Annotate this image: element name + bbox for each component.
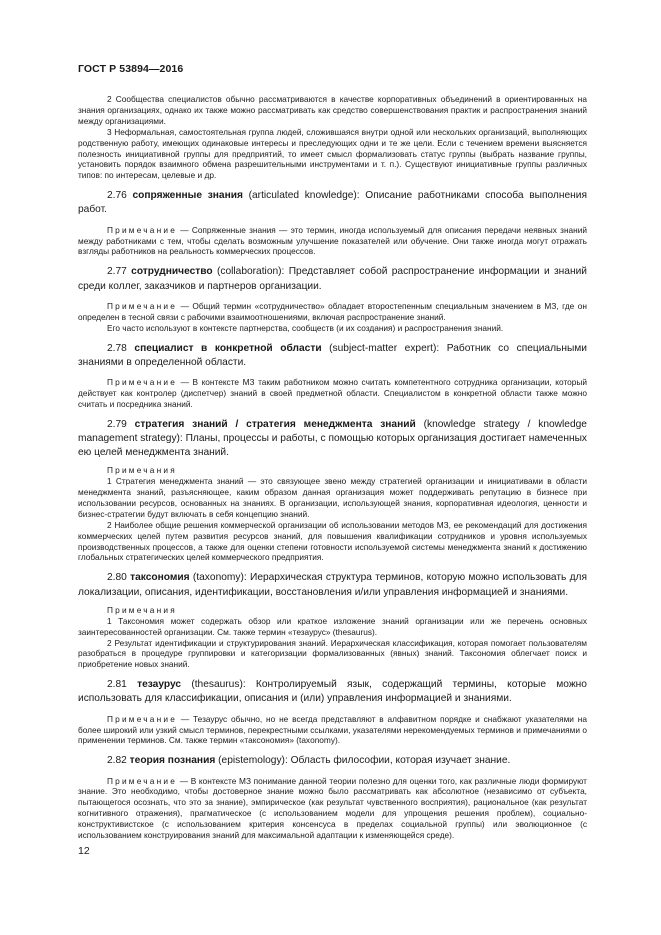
intro-note-2: 2 Сообщества специалистов обычно рассматриваются в качестве корпоративных объединений в ориентированных на знания организациях, однако их также можно рассматривать как средство совершенствования практик и распространения знаний между организациями. — [78, 94, 587, 126]
notes-heading-2-79: Примечания — [107, 465, 177, 476]
term-number: 2.82 — [107, 755, 127, 767]
term-definition: (taxonomy): Иерархическая структура терминов, которую можно использовать для локализации, описания, идентификации, восстановления и/или управления информацией и знаниями. — [78, 572, 587, 598]
note-2-76 — [78, 225, 587, 258]
note-2-77 — [78, 301, 587, 323]
note-text: Тезаурус обычно, но не всегда представляют в алфавитном порядке и снабжают указателями на более широкий или узкий смысл терминов, перекрестными ссылками, указателями нерекомендуемых терминов и примечаниями о применении терминов. См. также термин «таксономия» (taxonomy). — [78, 713, 587, 746]
term-name: стратегия знаний / стратегия менеджмента знаний — [134, 418, 416, 430]
note-dash: — — [180, 713, 190, 724]
term-definition: (knowledge strategy / knowledge management strategy): Планы, процессы и работы, с помощью которых организация достигает намеченных ею целей менеджмента знаний. — [78, 418, 587, 459]
term-name: сопряженные знания — [132, 190, 243, 202]
term-number: 2.78 — [107, 342, 127, 354]
note-label: Примечание — [107, 713, 178, 724]
intro-note-3: 3 Неформальная, самостоятельная группа людей, сложившаяся внутри одной или нескольких организаций, выполняющих родственную работу, имеющих одинаковые интересы и преследующих одни и те же цели. Если с течением времени выясняется полезность инициативной группы для предприятий, то имеет смысл формализовать статус группы (выбрать название группы, установить порядок взаимного обмена разрешительными инструментами и т. п.). Существуют инициативные группы различных типов: по интересам, целевые и др. — [78, 126, 587, 181]
term-name: теория познания — [129, 755, 216, 767]
note-dash: — — [180, 224, 189, 235]
note-text: Сопряженные знания — это термин, иногда используемый для описания передачи неявных знаний между работниками с тем, чтобы сделать возможным улучшение показателей или обучение. Они также иногда могут отражать взгляды работников на реальность коммерческих процессов. — [78, 224, 587, 257]
note-text: В контексте МЗ таким работником можно считать компетентного сотрудника организации, который действует как контролер (диспетчер) знаний в своей предметной области. Специалистом в конкретной области также можно считать и посредника знаний. — [78, 376, 587, 409]
note-dash: — — [180, 300, 189, 311]
note-2-79-2: 2 Наиболее общие решения коммерческой организации об использовании методов МЗ, ее рекомендаций для достижения коммерческих целей путем развития ресурсов знаний, для повышения квалификации сотрудников и уровня используемых производственных процессов, а также для оценки степени готовности используемой системы менеджмента знаний к достижению глобальных стратегических целей коммерческого предприятия. — [78, 519, 587, 563]
note-label: Примечание — [107, 300, 178, 311]
term-name: специалист в конкретной области — [134, 342, 322, 354]
term-2-76 — [78, 189, 587, 217]
standard-header: ГОСТ Р 53894—2016 — [78, 63, 184, 75]
term-2-82 — [78, 754, 587, 768]
note-label: Примечание — [107, 775, 178, 786]
term-definition: (collaboration): Представляет собой распространение информации и знаний среди коллег, заказчиков и партнеров организации. — [78, 266, 587, 292]
note-label: Примечание — [107, 376, 178, 387]
term-number: 2.81 — [107, 679, 127, 691]
term-2-78 — [78, 342, 587, 370]
term-number: 2.76 — [107, 190, 127, 202]
note-text: В контексте МЗ понимание данной теории полезно для оценки того, как различные люди формируют знание. Это необходимо, чтобы достоверное знание можно было рассматривать как абсолютное (независимо от субъекта, пытающегося осознать, что это за знание), эмпирическое (как результат чувственного восприятия), рациональное (как результат когнитивного отражения), прагматическое (с использованием модели для упрощения решения проблем), социально-конструктивистское (с использованием критерия консенсуса в пределах социальной группы) или эволюционное (с использованием конструирования знаний для максимальной адаптации к изменяющейся среде). — [78, 775, 587, 841]
note-2-80-2: 2 Результат идентификации и структурирования знаний. Иерархическая классификация, которая помогает пользователям разобраться в процедуре группировки и категоризации формализованных (явных) знаний. Таксономия облегчает поиск и приобретение новых знаний. — [78, 637, 587, 670]
note-2-81 — [78, 714, 587, 747]
document-body — [78, 94, 587, 841]
term-number: 2.80 — [107, 572, 127, 584]
term-definition: (epistemology): Область философии, которая изучает знание. — [218, 755, 511, 767]
term-2-77 — [78, 265, 587, 293]
note-dash: — — [179, 775, 189, 786]
term-name: таксономия — [130, 572, 190, 584]
term-name: сотрудничество — [131, 266, 213, 278]
notes-heading-2-80: Примечания — [107, 604, 177, 615]
note-text: Общий термин «сотрудничество» обладает второстепенным специальным значением в МЗ, где он определен в тесной связи с рабочими взаимоотношениями, включая распространение знаний. — [78, 300, 588, 322]
term-definition: (articulated knowledge): Описание работниками способа выполнения работ. — [78, 190, 587, 216]
note-2-82 — [78, 776, 587, 841]
note-2-77-continued: Его часто используют в контексте партнерства, сообществ (и их создания) и распространения знаний. — [107, 322, 504, 333]
note-dash: — — [180, 376, 189, 387]
term-name: тезаурус — [137, 679, 182, 691]
note-2-79-1: 1 Стратегия менеджмента знаний — это связующее звено между стратегией организации и инициативами в области менеджмента знаний, разъясняющее, каким образом данная организация может поддерживать репутацию в бизнесе при использовании ресурсов, основанных на знаниях. В организации, использующей знания, корпоративная идеология, ценности и бизнес-стратегии будут включать в себя концепцию знаний. — [78, 476, 587, 519]
term-number: 2.77 — [107, 266, 127, 278]
term-2-81 — [78, 678, 587, 706]
note-label: Примечание — [107, 224, 178, 235]
note-2-80-1: 1 Таксономия может содержать обзор или краткое изложение знаний организации или же перечень основных заинтересованностей организации. См. также термин «тезаурус» (thesaurus). — [78, 615, 587, 637]
term-2-80 — [78, 571, 587, 599]
term-number: 2.79 — [107, 418, 127, 430]
term-definition: (subject-matter expert): Работник со специальными знаниями в определенной области. — [78, 342, 587, 368]
note-2-78 — [78, 377, 587, 410]
term-definition: (thesaurus): Контролируемый язык, содержащий термины, которые можно использовать для классификации, описания и (или) управления информацией и знаниями. — [78, 679, 587, 705]
page-number: 12 — [78, 845, 90, 857]
term-2-79 — [78, 418, 587, 461]
